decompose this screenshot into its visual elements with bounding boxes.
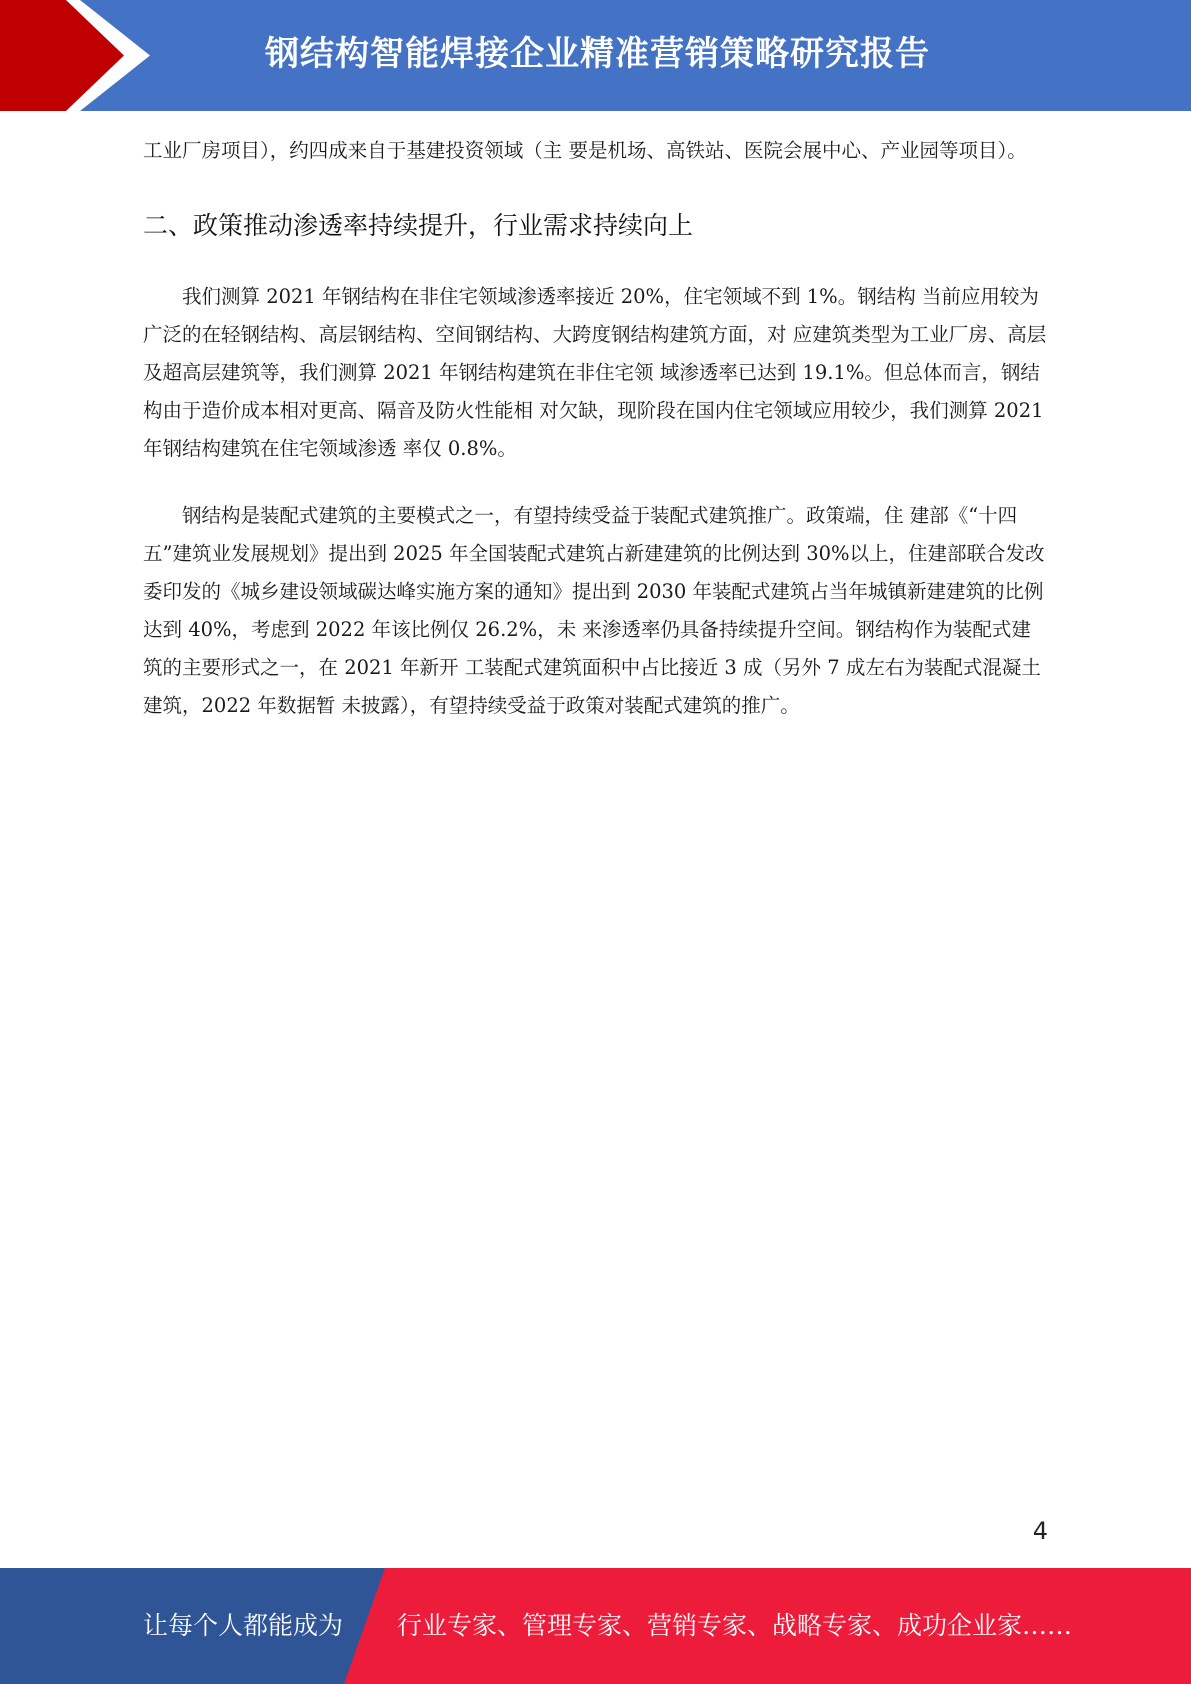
header-chevron-icon (0, 0, 160, 111)
section-heading: 二、政策推动渗透率持续提升，行业需求持续向上 (143, 211, 694, 240)
body-paragraph-1: 我们测算 2021 年钢结构在非住宅领域渗透率接近 20%，住宅领域不到 1%。钢结构 当前应用较为广泛的在轻钢结构、高层钢结构、空间钢结构、大跨度钢结构建筑方面，对 应建筑类型为工业厂房、高层及超高层建筑等，我们测算 2021 年钢结构建筑在非住宅领 域渗透率已达到 19.1%。但总体而言，钢结构由于造价成本相对更高、隔音及防火性能相 对欠缺，现阶段在国内住宅领域应用较少，我们测算 2021 年钢结构建筑在住宅领域渗透 率仅 0.8%。 (143, 285, 1047, 460)
footer-slogan-right: 行业专家、管理专家、营销专家、战略专家、成功企业家…… (397, 1611, 1073, 1640)
page-content (143, 132, 1048, 725)
header-banner (0, 0, 1191, 111)
footer-banner (0, 1568, 1191, 1684)
page-number: 4 (1032, 1517, 1048, 1545)
body-paragraph-2: 钢结构是装配式建筑的主要模式之一，有望持续受益于装配式建筑推广。政策端，住 建部《“十四五”建筑业发展规划》提出到 2025 年全国装配式建筑占新建建筑的比例达到 30%以上，住建部联合发改委印发的《城乡建设领域碳达峰实施方案的通知》提出到 2030 年装配式建筑占当年城镇新建建筑的比例达到 40%，考虑到 2022 年该比例仅 26.2%，未 来渗透率仍具备持续提升空间。钢结构作为装配式建筑的主要形式之一，在 2021 年新开 工装配式建筑面积中占比接近 3 成（另外 7 成左右为装配式混凝土建筑，2022 年数据暂 未披露），有望持续受益于政策对装配式建筑的推广。 (143, 504, 1045, 717)
footer-slogan-left: 让每个人都能成为 (143, 1611, 344, 1640)
report-title: 钢结构智能焊接企业精准营销策略研究报告 (265, 34, 930, 74)
lead-paragraph: 工业厂房项目），约四成来自于基建投资领域（主 要是机场、高铁站、医院会展中心、产业园等项目）。 (143, 139, 1027, 162)
